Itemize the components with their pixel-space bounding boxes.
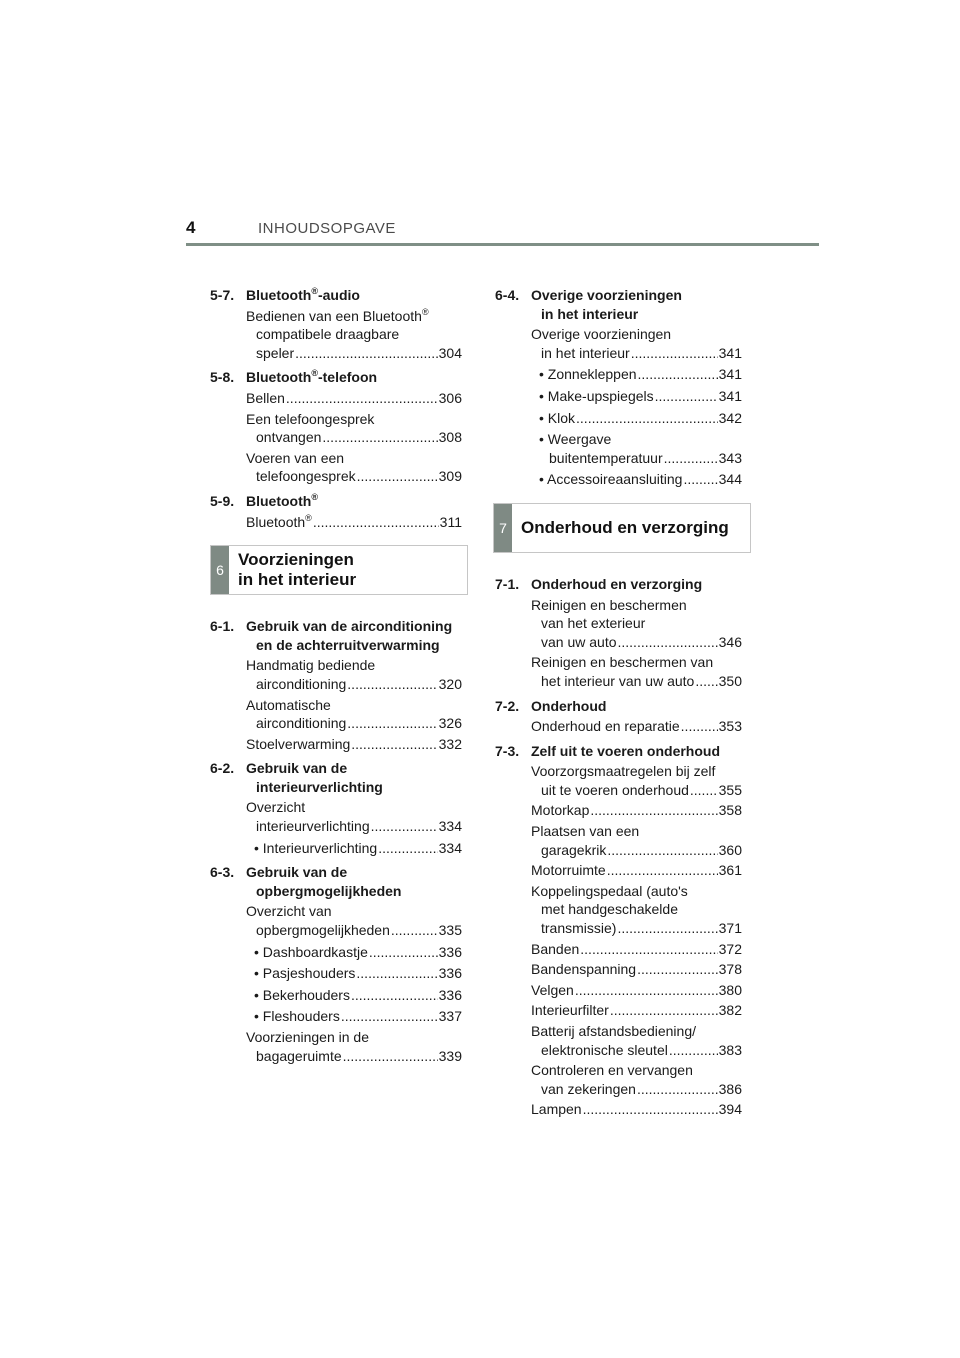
toc-entry[interactable]: Voorzieningen in de bagageruimte ..... 339 <box>246 1028 462 1065</box>
page-ref: 343 <box>718 449 742 466</box>
leader-dots <box>351 986 438 1005</box>
toc-entry[interactable]: • Weergave buitentemperatuur ..... 343 <box>539 430 742 467</box>
page-ref: 358 <box>718 802 742 819</box>
leader-dots <box>286 389 438 408</box>
section-heading: 5-9. Bluetooth® <box>210 491 318 509</box>
toc-entry[interactable]: Banden ..... 372 <box>531 940 742 959</box>
toc-entry[interactable]: Bellen ..... 306 <box>246 389 462 408</box>
page-ref: 341 <box>718 387 742 404</box>
page-ref: 335 <box>438 922 462 939</box>
page-ref: 326 <box>438 715 462 732</box>
chapter-banner-6 <box>210 545 468 595</box>
section-heading: 6-2. Gebruik van de interieurverlichting <box>210 760 383 795</box>
toc-entry[interactable]: Motorkap ..... 358 <box>531 801 742 820</box>
page-ref: 346 <box>718 633 742 650</box>
toc-entry[interactable]: Motorruimte ..... 361 <box>531 861 742 880</box>
page-ref: 380 <box>718 981 742 998</box>
page-ref: 334 <box>438 839 462 856</box>
toc-entry[interactable]: Batterij afstandsbediening/ elektronische sleutel ..... 383 <box>531 1022 742 1059</box>
page-ref: 308 <box>438 429 462 446</box>
page-ref: 341 <box>718 344 742 361</box>
page-ref: 378 <box>718 961 742 978</box>
toc-entry[interactable]: Reinigen en beschermen van het interieur van uw auto ..... 350 <box>531 653 742 690</box>
page-ref: 334 <box>438 818 462 835</box>
page-ref: 341 <box>718 366 742 383</box>
page-ref: 320 <box>438 675 462 692</box>
page-ref: 336 <box>438 943 462 960</box>
toc-entry[interactable]: Lampen ..... 394 <box>531 1100 742 1119</box>
page-ref: 332 <box>438 735 462 752</box>
toc-entry[interactable]: Controleren en vervangen van zekeringen ..... 386 <box>531 1061 742 1098</box>
section-heading: 5-8. Bluetooth®-telefoon <box>210 368 378 386</box>
section-heading: 7-2. Onderhoud <box>495 697 607 714</box>
toc-entry[interactable]: • Accessoireaansluiting ..... 344 <box>539 470 742 489</box>
leader-dots <box>575 981 718 1000</box>
toc-entry[interactable]: Een telefoongesprek ontvangen ..... 308 <box>246 410 462 447</box>
toc-entry[interactable]: Overzicht van opbergmogelijkheden ..... 335 <box>246 902 462 939</box>
section-heading: 6-4. Overige voorzieningen in het interieur <box>495 287 682 322</box>
page-number: 4 <box>186 218 196 237</box>
leader-dots <box>607 841 717 860</box>
page-ref: 342 <box>718 409 742 426</box>
page-ref: 394 <box>718 1101 742 1118</box>
toc-entry[interactable]: Handmatig bediende airconditioning ..... 320 <box>246 656 462 693</box>
chapter-banner-7 <box>493 503 751 553</box>
leader-dots <box>583 1100 718 1119</box>
leader-dots <box>590 801 717 820</box>
header-rule <box>186 243 819 246</box>
leader-dots <box>341 1007 438 1026</box>
toc-column-left <box>210 286 462 1065</box>
leader-dots <box>607 861 718 880</box>
leader-dots <box>617 919 717 938</box>
page-ref: 309 <box>438 468 462 485</box>
leader-dots <box>343 1047 438 1066</box>
section-heading: 7-3. Zelf uit te voeren onderhoud <box>495 742 721 759</box>
toc-entry[interactable]: Velgen ..... 380 <box>531 981 742 1000</box>
toc-entry[interactable]: Bluetooth® ..... 311 <box>246 513 462 532</box>
leader-dots <box>347 675 437 694</box>
leader-dots <box>351 735 437 754</box>
page-ref: 386 <box>718 1080 742 1097</box>
leader-dots <box>357 467 438 486</box>
leader-dots <box>313 513 439 532</box>
toc-entry[interactable]: Reinigen en beschermen van het exterieur van uw auto ..... 346 <box>531 596 742 652</box>
page-ref: 344 <box>718 471 742 488</box>
leader-dots <box>669 1041 718 1060</box>
leader-dots <box>391 921 438 940</box>
toc-entry[interactable]: • Interieurverlichting ..... 334 <box>254 839 462 858</box>
leader-dots <box>690 781 718 800</box>
toc-column-right <box>495 286 742 1119</box>
leader-dots <box>295 344 438 363</box>
leader-dots <box>610 1001 718 1020</box>
section-heading: 5-7. Bluetooth®-audio <box>210 286 360 303</box>
leader-dots <box>695 672 717 691</box>
toc-entry[interactable]: Bandenspanning ..... 378 <box>531 960 742 979</box>
chapter-title: Onderhoud en verzorging <box>521 517 729 537</box>
toc-entry[interactable]: Koppelingspedaal (auto's met handgeschakelde transmissie) ..... 371 <box>531 882 742 938</box>
leader-dots <box>356 964 437 983</box>
toc-entry[interactable]: • Pasjeshouders ..... 336 <box>254 964 462 983</box>
page-ref: 336 <box>438 986 462 1003</box>
leader-dots <box>681 717 718 736</box>
page-ref: 355 <box>718 781 742 798</box>
chapter-title: Voorzieningen in het interieur <box>238 550 357 590</box>
section-heading: 6-1. Gebruik van de airconditioning en de achterruitverwarming <box>210 618 453 653</box>
leader-dots <box>369 943 438 962</box>
toc-entry[interactable]: • Bekerhouders ..... 336 <box>254 986 462 1005</box>
toc-entry[interactable]: Automatische airconditioning ..... 326 <box>246 696 462 733</box>
leader-dots <box>576 409 718 428</box>
page-ref: 360 <box>718 841 742 858</box>
toc-entry[interactable]: Overige voorzieningen in het interieur ..... 341 <box>531 325 742 362</box>
section-heading: 7-1. Onderhoud en verzorging <box>495 575 703 592</box>
page-ref: 304 <box>438 344 462 361</box>
leader-dots <box>637 960 718 979</box>
page-ref: 337 <box>438 1008 462 1025</box>
leader-dots <box>371 817 438 836</box>
toc-entry[interactable]: Voorzorgsmaatregelen bij zelf uit te voeren onderhoud ..... 355 <box>531 762 742 799</box>
toc-entry[interactable]: • Make-upspiegels ..... 341 <box>539 387 742 406</box>
section-heading: 6-3. Gebruik van de opbergmogelijkheden <box>210 864 402 899</box>
leader-dots <box>638 365 718 384</box>
leader-dots <box>378 839 437 858</box>
toc-entry[interactable]: Onderhoud en reparatie ..... 353 <box>531 717 742 736</box>
page-ref: 311 <box>439 513 462 530</box>
toc-entry[interactable]: • Klok ..... 342 <box>539 409 742 428</box>
leader-dots <box>618 633 718 652</box>
leader-dots <box>664 449 718 468</box>
leader-dots <box>637 1080 718 1099</box>
leader-dots <box>683 470 717 489</box>
page-ref: 339 <box>438 1047 462 1064</box>
toc-entry[interactable]: Voeren van een telefoongesprek ..... 309 <box>246 449 462 486</box>
leader-dots <box>347 714 437 733</box>
toc-entry[interactable]: • Dashboardkastje ..... 336 <box>254 943 462 962</box>
toc-entry[interactable]: • Fleshouders ..... 337 <box>254 1007 462 1026</box>
leader-dots <box>322 428 437 447</box>
page-ref: 350 <box>718 672 742 689</box>
page-ref: 371 <box>718 920 742 937</box>
page-title: INHOUDSOPGAVE <box>258 220 396 237</box>
toc-entry[interactable]: Bedienen van een Bluetooth® compatibele draagbare speler ..... 304 <box>246 307 462 363</box>
leader-dots <box>655 387 718 406</box>
leader-dots <box>580 940 717 959</box>
chapter-number-tab: 7 <box>494 504 512 552</box>
toc-entry[interactable]: Overzicht interieurverlichting ..... 334 <box>246 798 462 835</box>
leader-dots <box>631 344 718 363</box>
toc-entry[interactable]: • Zonnekleppen ..... 341 <box>539 365 742 384</box>
toc-entry[interactable]: Interieurfilter ..... 382 <box>531 1001 742 1020</box>
page-ref: 353 <box>718 718 742 735</box>
toc-entry[interactable]: Stoelverwarming ..... 332 <box>246 735 462 754</box>
page-ref: 306 <box>438 389 462 406</box>
chapter-number-tab: 6 <box>211 546 229 594</box>
page-ref: 382 <box>718 1002 742 1019</box>
toc-entry[interactable]: Plaatsen van een garagekrik ..... 360 <box>531 822 742 859</box>
page-ref: 336 <box>438 965 462 982</box>
page-ref: 383 <box>718 1041 742 1058</box>
page-ref: 361 <box>718 862 742 879</box>
page-ref: 372 <box>718 940 742 957</box>
